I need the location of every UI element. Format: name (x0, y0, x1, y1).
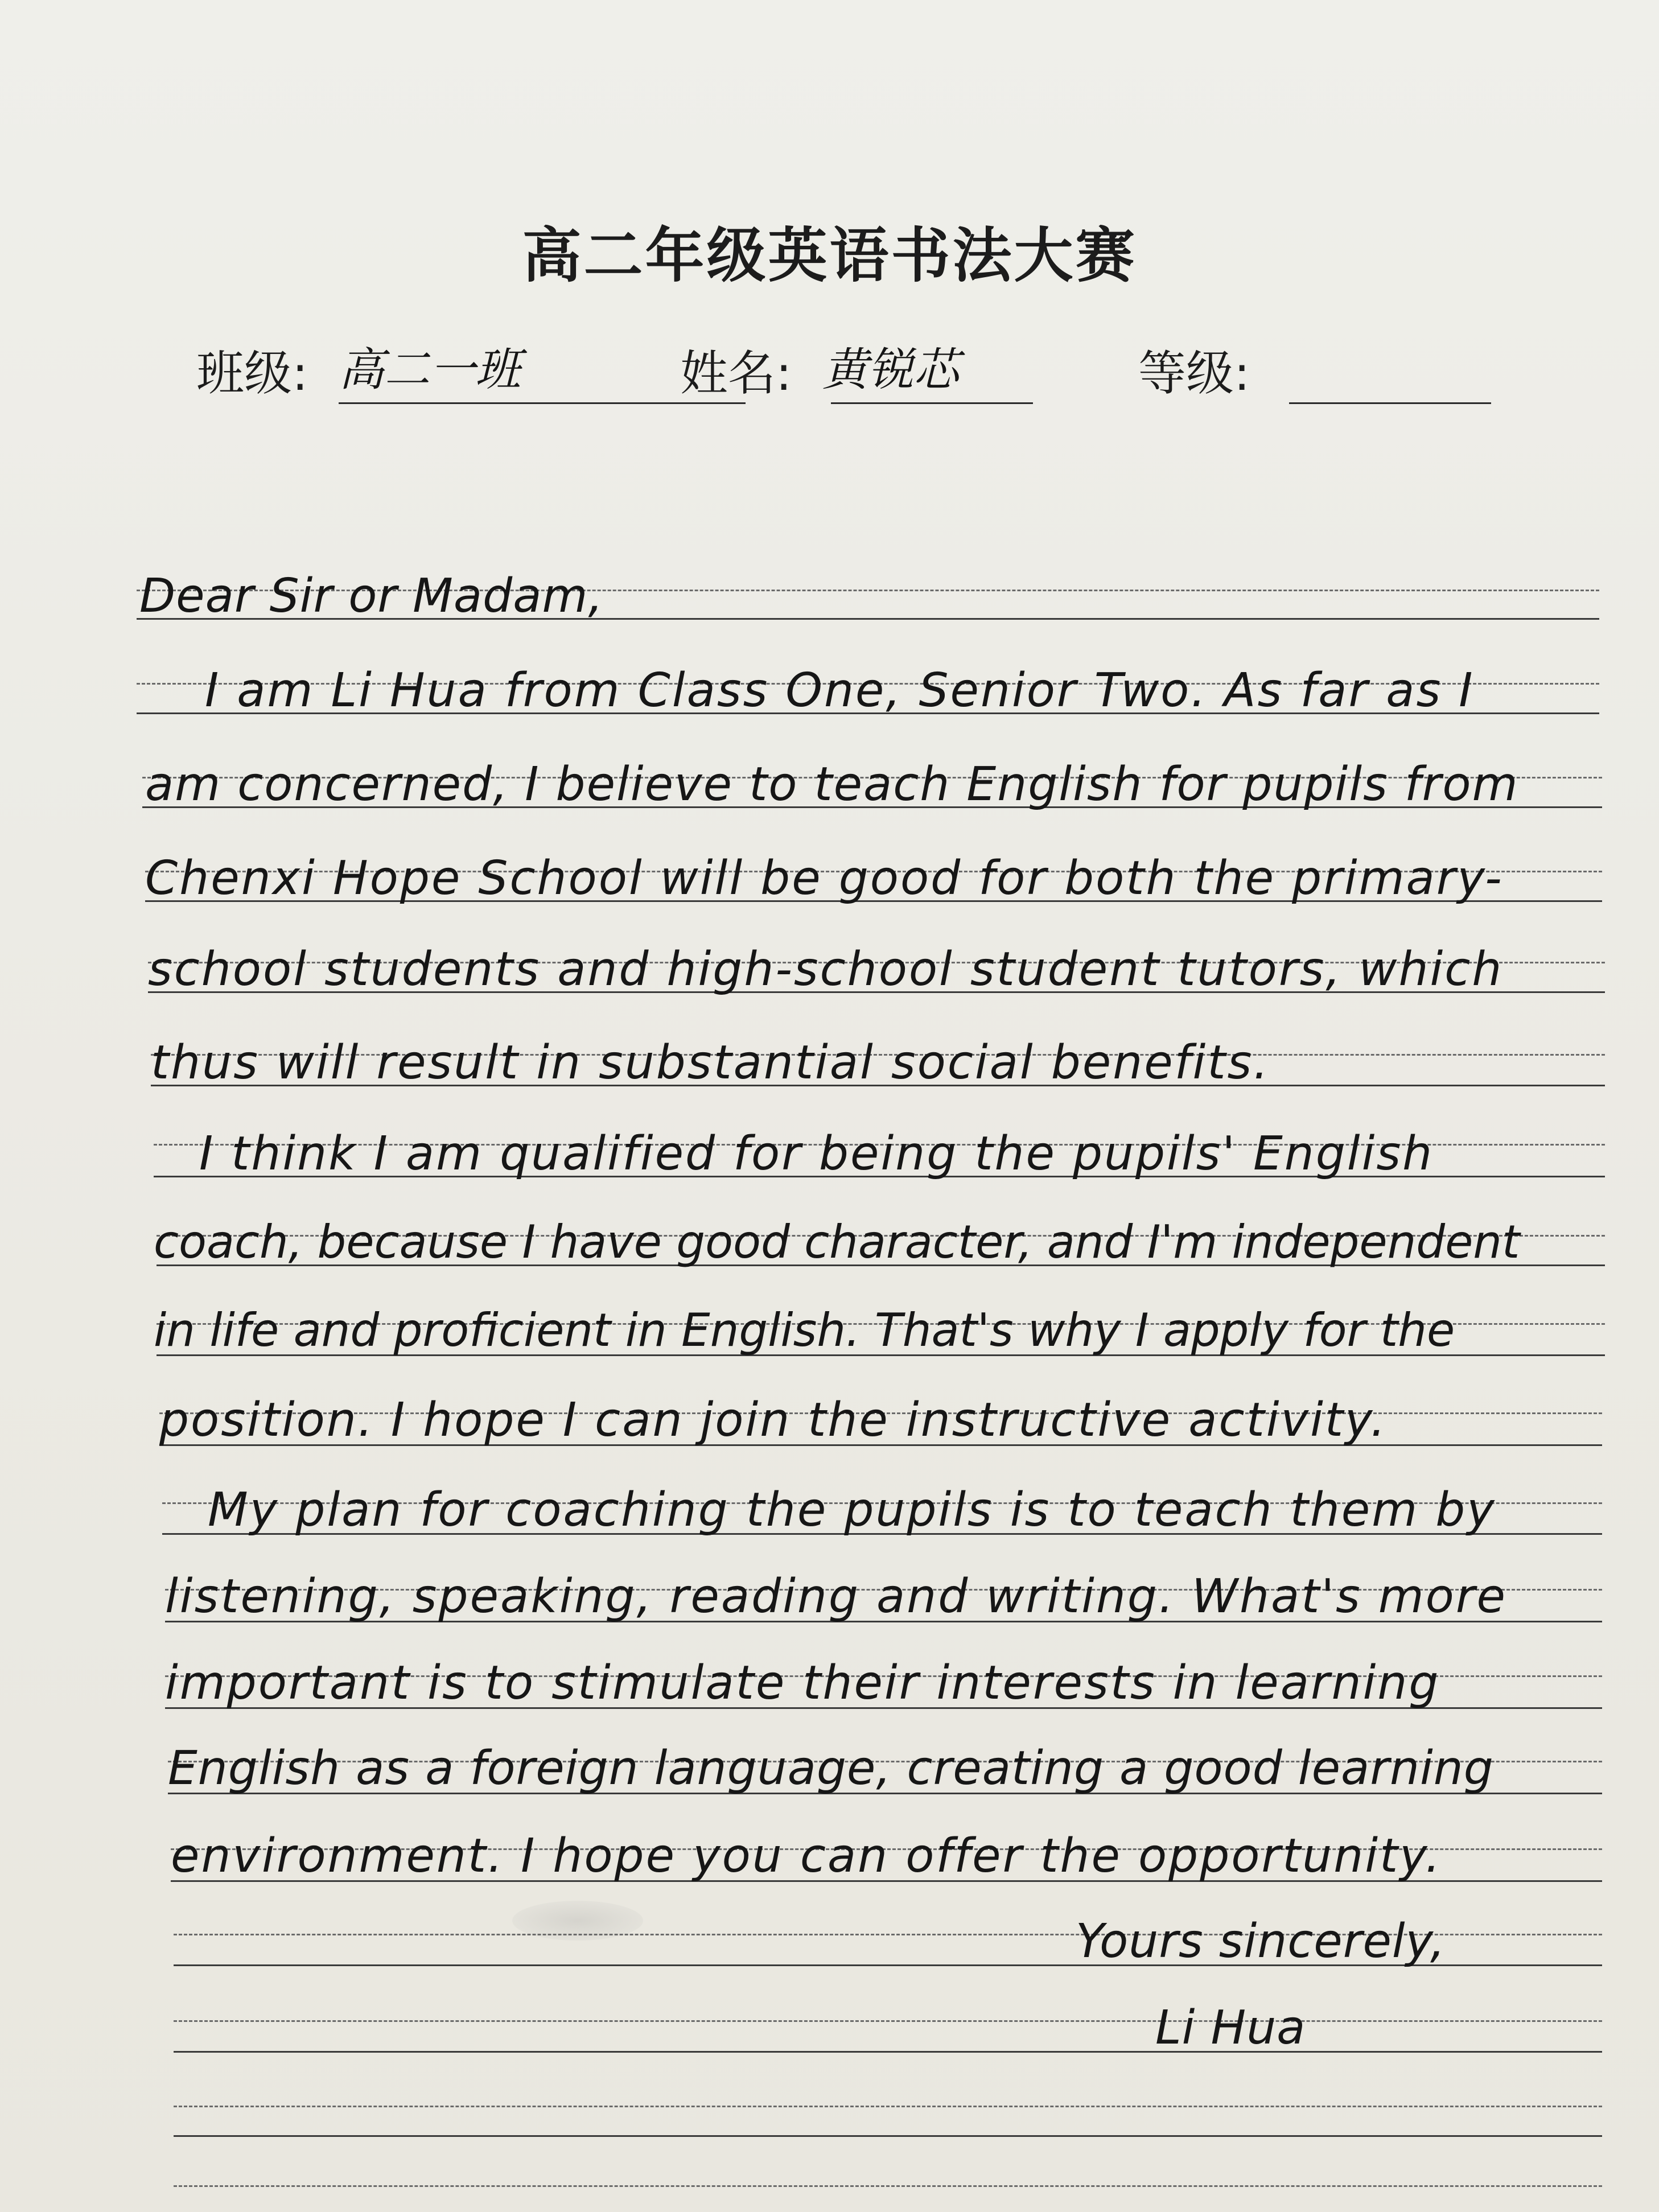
base-line (174, 2135, 1602, 2137)
letter-line: I think I am qualified for being the pupils' English (199, 1127, 1434, 1181)
guide-line (174, 2020, 1602, 2022)
letter-line: Dear Sir or Madam, (139, 569, 604, 623)
name-label: 姓名: (680, 345, 792, 401)
letter-closing: Yours sincerely, (1076, 1914, 1446, 1968)
letter-line: Chenxi Hope School will be good for both the primary- (145, 851, 1504, 905)
letter-line: My plan for coaching the pupils is to teach them by (208, 1483, 1496, 1537)
paper-smudge (512, 1901, 643, 1941)
letter-signature: Li Hua (1155, 2001, 1306, 2055)
letter-line: school students and high-school student tutors, which (148, 942, 1504, 996)
letter-line: environment. I hope you can offer the opportunity. (171, 1829, 1442, 1883)
class-value: 高二一班 (339, 343, 521, 396)
letter-line: position. I hope I can join the instructive activity. (159, 1393, 1388, 1447)
class-label: 班级: (196, 345, 308, 401)
letter-line: thus will result in substantial social benefits. (151, 1036, 1270, 1090)
letter-line: I am Li Hua from Class One, Senior Two. As far as I (205, 664, 1475, 718)
letter-line: in life and proficient in English. That's why I apply for the (154, 1304, 1455, 1357)
name-value: 黄锐芯 (822, 343, 959, 396)
letter-line: am concerned, I believe to teach English for pupils from (145, 757, 1519, 812)
page-title: 高二年级英语书法大赛 (522, 220, 1137, 290)
letter-line: listening, speaking, reading and writing. What's more (165, 1570, 1507, 1624)
letter-line: important is to stimulate their interests in learning (165, 1656, 1440, 1710)
grade-label: 等级: (1138, 345, 1250, 401)
letter-line: English as a foreign language, creating a good learning (168, 1741, 1494, 1795)
letter-line: coach, because I have good character, and I'm independent (154, 1216, 1520, 1268)
guide-line (174, 2185, 1602, 2187)
guide-line (174, 2106, 1602, 2107)
base-line (174, 2051, 1602, 2053)
